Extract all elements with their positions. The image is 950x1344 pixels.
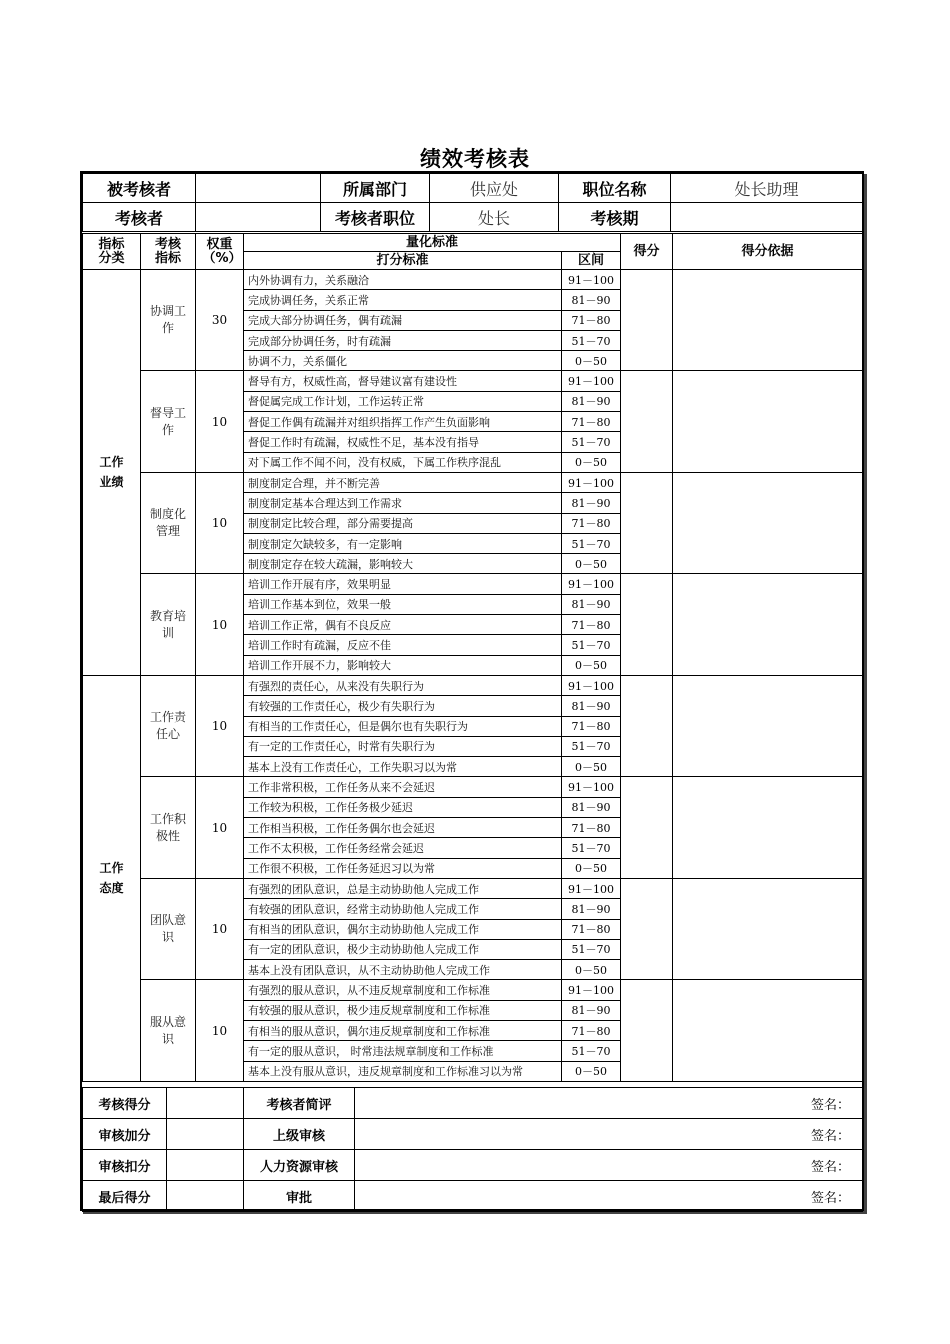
score-basis-input[interactable] [673,270,863,371]
col-criteria-header: 打分标准 [244,252,562,270]
criteria-text: 培训工作开展有序，效果明显 [244,574,562,594]
period-field[interactable] [671,203,863,232]
criteria-text: 制度制定存在较大疏漏，影响较大 [244,554,562,574]
criteria-text: 工作不太积极，工作任务经常会延迟 [244,838,562,858]
range-text: 0－50 [562,554,621,574]
indicator-cell [141,777,196,878]
footer-row [83,1088,863,1119]
signature-field[interactable]: 签名： [355,1181,863,1212]
indicator-cell [141,574,196,675]
criteria-text: 督促工作偶有疏漏并对组织指挥工作产生负面影响 [244,412,562,432]
criteria-text: 督促属完成工作计划，工作运转正常 [244,391,562,411]
range-text: 71－80 [562,310,621,330]
range-text: 51－70 [562,736,621,756]
criteria-row [83,270,863,290]
indicator-label: 督导工作 [149,405,186,437]
category-label: 工作业绩 [99,455,124,490]
range-text: 51－70 [562,330,621,350]
criteria-text: 有强烈的团队意识，总是主动协助他人完成工作 [244,878,562,898]
criteria-text: 对下属工作不闻不问，没有权威，下属工作秩序混乱 [244,452,562,472]
range-text: 71－80 [562,412,621,432]
range-text: 81－90 [562,493,621,513]
range-text: 81－90 [562,594,621,614]
score-input[interactable] [621,675,673,776]
criteria-text: 制度制定合理，并不断完善 [244,472,562,492]
range-text: 91－100 [562,270,621,290]
range-text: 51－70 [562,533,621,553]
range-text: 0－50 [562,452,621,472]
footer-review-label: 人力资源审核 [244,1150,355,1181]
range-text: 91－100 [562,371,621,391]
criteria-text: 完成协调任务，关系正常 [244,290,562,310]
criteria-row [83,371,863,391]
category-cell [83,675,141,1081]
criteria-text: 有相当的团队意识，偶尔主动协助他人完成工作 [244,919,562,939]
score-input[interactable] [621,371,673,472]
weight-cell: 30 [196,270,244,371]
signature-field[interactable]: 签名： [355,1150,863,1181]
weight-cell: 10 [196,472,244,573]
col-weight-text: 权重（%） [202,236,242,266]
range-text: 81－90 [562,899,621,919]
criteria-row [83,472,863,492]
range-text: 0－50 [562,757,621,777]
score-input[interactable] [621,574,673,675]
appraiser-label: 考核者 [83,203,196,232]
col-weight-header [196,234,244,270]
category-label: 工作态度 [99,861,124,896]
score-basis-input[interactable] [673,675,863,776]
criteria-text: 制度制定比较合理，部分需要提高 [244,513,562,533]
signature-field[interactable]: 签名： [355,1088,863,1119]
criteria-text: 基本上没有团队意识，从不主动协助他人完成工作 [244,960,562,980]
footer-score-input[interactable] [167,1150,244,1181]
criteria-text: 培训工作时有疏漏，反应不佳 [244,635,562,655]
criteria-text: 有较强的服从意识，极少违反规章制度和工作标准 [244,1000,562,1020]
indicator-label: 制度化管理 [149,507,186,539]
criteria-text: 督导有方，权威性高，督导建议富有建设性 [244,371,562,391]
department-label: 所属部门 [321,174,430,203]
indicator-label: 教育培训 [149,608,186,640]
score-basis-input[interactable] [673,980,863,1081]
range-text: 91－100 [562,675,621,695]
footer-row [83,1181,863,1212]
score-basis-input[interactable] [673,777,863,878]
criteria-text: 培训工作正常，偶有不良反应 [244,615,562,635]
range-text: 91－100 [562,878,621,898]
range-text: 81－90 [562,696,621,716]
range-text: 91－100 [562,777,621,797]
appraiser-position-field[interactable]: 处长 [430,203,559,232]
score-input[interactable] [621,777,673,878]
criteria-row [83,878,863,898]
range-text: 81－90 [562,1000,621,1020]
score-input[interactable] [621,980,673,1081]
range-text: 81－90 [562,391,621,411]
range-text: 91－100 [562,574,621,594]
criteria-text: 督促工作时有疏漏，权威性不足，基本没有指导 [244,432,562,452]
weight-cell: 10 [196,574,244,675]
department-field[interactable]: 供应处 [430,174,559,203]
range-text: 51－70 [562,432,621,452]
indicator-cell [141,878,196,979]
criteria-text: 完成大部分协调任务，偶有疏漏 [244,310,562,330]
criteria-text: 有较强的团队意识，经常主动协助他人完成工作 [244,899,562,919]
footer-review-label: 审批 [244,1181,355,1212]
range-text: 0－50 [562,351,621,371]
indicator-label: 团队意识 [149,913,186,945]
criteria-text: 工作相当积极，工作任务偶尔也会延迟 [244,818,562,838]
weight-cell: 10 [196,777,244,878]
range-text: 81－90 [562,797,621,817]
range-text: 0－50 [562,960,621,980]
category-cell [83,270,141,676]
range-text: 71－80 [562,513,621,533]
footer-review-label: 上级审核 [244,1119,355,1150]
footer-score-input[interactable] [167,1088,244,1119]
footer-review-label: 考核者简评 [244,1088,355,1119]
range-text: 51－70 [562,635,621,655]
range-text: 91－100 [562,980,621,1000]
col-category-text: 指标分类 [98,236,125,266]
footer-score-label: 最后得分 [83,1181,167,1212]
criteria-text: 工作非常积极，工作任务从来不会延迟 [244,777,562,797]
footer-score-label: 考核得分 [83,1088,167,1119]
footer-score-label: 审核扣分 [83,1150,167,1181]
indicator-cell [141,371,196,472]
position-field[interactable]: 处长助理 [671,174,863,203]
criteria-text: 工作较为积极，工作任务极少延迟 [244,797,562,817]
range-text: 51－70 [562,838,621,858]
range-text: 71－80 [562,818,621,838]
range-text: 0－50 [562,655,621,675]
position-label: 职位名称 [559,174,671,203]
criteria-text: 培训工作开展不力，影响较大 [244,655,562,675]
criteria-text: 有相当的工作责任心，但是偶尔也有失职行为 [244,716,562,736]
weight-cell: 10 [196,371,244,472]
appraisee-label: 被考核者 [83,174,196,203]
criteria-text: 有强烈的责任心，从来没有失职行为 [244,675,562,695]
indicator-cell [141,675,196,776]
criteria-text: 工作很不积极，工作任务延迟习以为常 [244,858,562,878]
footer-score-input[interactable] [167,1119,244,1150]
col-score-header: 得分 [621,234,673,270]
score-input[interactable] [621,270,673,371]
criteria-text: 有一定的服从意识， 时常违法规章制度和工作标准 [244,1041,562,1061]
criteria-text: 协调不力，关系僵化 [244,351,562,371]
range-text: 71－80 [562,615,621,635]
footer-score-label: 审核加分 [83,1119,167,1150]
criteria-text: 有一定的团队意识，极少主动协助他人完成工作 [244,939,562,959]
indicator-label: 协调工作 [149,304,186,336]
col-range-header: 区间 [562,252,621,270]
footer-score-input[interactable] [167,1181,244,1212]
criteria-text: 有强烈的服从意识，从不违反规章制度和工作标准 [244,980,562,1000]
criteria-text: 有相当的服从意识，偶尔违反规章制度和工作标准 [244,1020,562,1040]
score-basis-input[interactable] [673,574,863,675]
criteria-text: 有一定的工作责任心，时常有失职行为 [244,736,562,756]
range-text: 0－50 [562,1061,621,1081]
criteria-text: 有较强的工作责任心，极少有失职行为 [244,696,562,716]
col-indicator-text: 考核指标 [154,236,181,266]
range-text: 51－70 [562,1041,621,1061]
weight-cell: 10 [196,878,244,979]
footer-row [83,1150,863,1181]
col-quant-header: 量化标准 [244,234,621,252]
range-text: 0－50 [562,858,621,878]
indicator-label: 工作责任心 [149,710,186,742]
criteria-text: 制度制定欠缺较多，有一定影响 [244,533,562,553]
criteria-text: 内外协调有力，关系融洽 [244,270,562,290]
indicator-label: 服从意识 [149,1014,186,1046]
criteria-text: 完成部分协调任务，时有疏漏 [244,330,562,350]
period-label: 考核期 [559,203,671,232]
appraisal-form [80,171,864,1211]
indicator-cell [141,270,196,371]
criteria-row [83,574,863,594]
criteria-text: 制度制定基本合理达到工作需求 [244,493,562,513]
range-text: 71－80 [562,919,621,939]
signature-field[interactable]: 签名： [355,1119,863,1150]
criteria-text: 基本上没有服从意识，违反规章制度和工作标准习以为常 [244,1061,562,1081]
footer-row [83,1119,863,1150]
score-input[interactable] [621,472,673,573]
criteria-row [83,980,863,1000]
range-text: 81－90 [562,290,621,310]
indicator-cell [141,980,196,1081]
criteria-row [83,675,863,695]
appraiser-field[interactable] [196,203,321,232]
range-text: 51－70 [562,939,621,959]
appraisee-field[interactable] [196,174,321,203]
criteria-text: 培训工作基本到位，效果一般 [244,594,562,614]
score-basis-input[interactable] [673,878,863,979]
col-basis-header: 得分依据 [673,234,863,270]
page-title: 绩效考核表 [420,146,530,171]
col-category-header [83,234,141,270]
col-indicator-header [141,234,196,270]
weight-cell: 10 [196,675,244,776]
info-header-table [82,173,863,232]
appraiser-position-label: 考核者职位 [321,203,430,232]
weight-cell: 10 [196,980,244,1081]
range-text: 71－80 [562,1020,621,1040]
score-input[interactable] [621,878,673,979]
criteria-row [83,777,863,797]
scoring-table [82,233,863,1082]
criteria-text: 基本上没有工作责任心，工作失职习以为常 [244,757,562,777]
indicator-label: 工作积极性 [149,811,186,843]
range-text: 91－100 [562,472,621,492]
footer-table [82,1087,863,1212]
score-basis-input[interactable] [673,371,863,472]
range-text: 71－80 [562,716,621,736]
indicator-cell [141,472,196,573]
score-basis-input[interactable] [673,472,863,573]
